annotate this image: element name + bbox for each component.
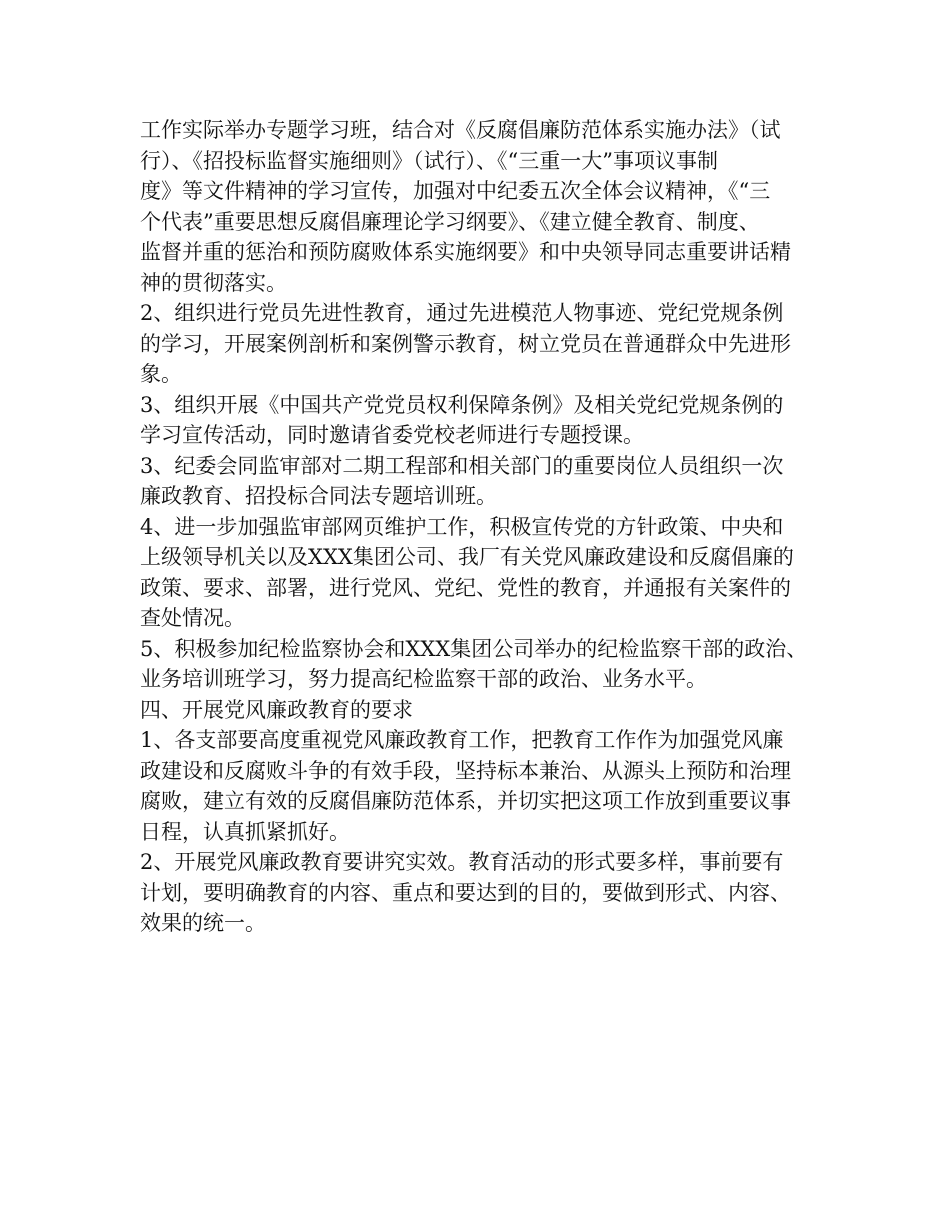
text-line: 5、积极参加纪检监察协会和XXX集团公司举办的纪检监察干部的政治、	[140, 636, 808, 661]
paragraph-item-2-advanced-education	[140, 298, 820, 390]
text-line: 腐败，建立有效的反腐倡廉防范体系，并切实把这项工作放到重要议事	[140, 789, 791, 813]
paragraph-item-4-website	[140, 512, 820, 634]
paragraph-study-class	[140, 115, 820, 298]
text-line: 3、纪委会同监审部对二期工程部和相关部门的重要岗位人员组织一次	[140, 453, 784, 478]
paragraph-item-3-training-class	[140, 451, 820, 512]
text-line: 4、进一步加强监审部网页维护工作，积极宣传党的方针政策、中央和	[140, 514, 784, 539]
text-line: 象。	[140, 362, 182, 386]
document-body	[140, 115, 820, 939]
paragraph-req-2-effectiveness	[140, 847, 820, 939]
text-line: 计划，要明确教育的内容、重点和要达到的目的，要做到形式、内容、	[140, 880, 791, 905]
text-line: 政建设和反腐败斗争的有效手段，坚持标本兼治、从源头上预防和治理	[140, 758, 791, 783]
text-line: 学习宣传活动，同时邀请省委党校老师进行专题授课。	[140, 423, 644, 447]
section-heading-requirements	[140, 695, 820, 726]
text-line: 神的贯彻落实。	[140, 270, 287, 295]
text-line: 监督并重的惩治和预防腐败体系实施纲要》和中央领导同志重要讲话精	[140, 240, 791, 264]
text-line: 日程，认真抓紧抓好。	[140, 819, 350, 844]
text-line: 上级领导机关以及XXX集团公司、我厂有关党风廉政建设和反腐倡廉的	[140, 545, 794, 569]
text-line: 1、各支部要高度重视党风廉政教育工作，把教育工作作为加强党风廉	[140, 728, 784, 752]
paragraph-req-1-attention	[140, 725, 820, 847]
text-line: 业务培训班学习，努力提高纪检监察干部的政治、业务水平。	[140, 667, 707, 691]
text-line: 效果的统一。	[140, 911, 266, 935]
text-line: 3、组织开展《中国共产党党员权利保障条例》及相关党纪党规条例的	[140, 392, 784, 417]
text-line: 廉政教育、招投标合同法专题培训班。	[140, 484, 497, 508]
section-heading: 四、开展党风廉政教育的要求	[140, 697, 413, 722]
text-line: 2、开展党风廉政教育要讲究实效。教育活动的形式要多样，事前要有	[140, 850, 784, 874]
text-line: 个代表”重要思想反腐倡廉理论学习纲要》、《建立健全教育、制度、	[140, 209, 760, 234]
text-line: 工作实际举办专题学习班，结合对《反腐倡廉防范体系实施办法》（试	[140, 118, 781, 142]
text-line: 政策、要求、部署，进行党风、党纪、党性的教育，并通报有关案件的	[140, 575, 791, 600]
paragraph-item-3-rights-regulation	[140, 390, 820, 451]
paragraph-item-5-association	[140, 634, 820, 695]
text-line: 的学习，开展案例剖析和案例警示教育，树立党员在普通群众中先进形	[140, 331, 791, 356]
text-line: 查处情况。	[140, 606, 245, 630]
text-line: 行）、《招投标监督实施细则》（试行）、《“三重一大”事项议事制	[140, 148, 718, 173]
text-line: 度》等文件精神的学习宣传，加强对中纪委五次全体会议精神，《“三	[140, 179, 771, 203]
text-line: 2、组织进行党员先进性教育，通过先进模范人物事迹、党纪党规条例	[140, 301, 784, 325]
